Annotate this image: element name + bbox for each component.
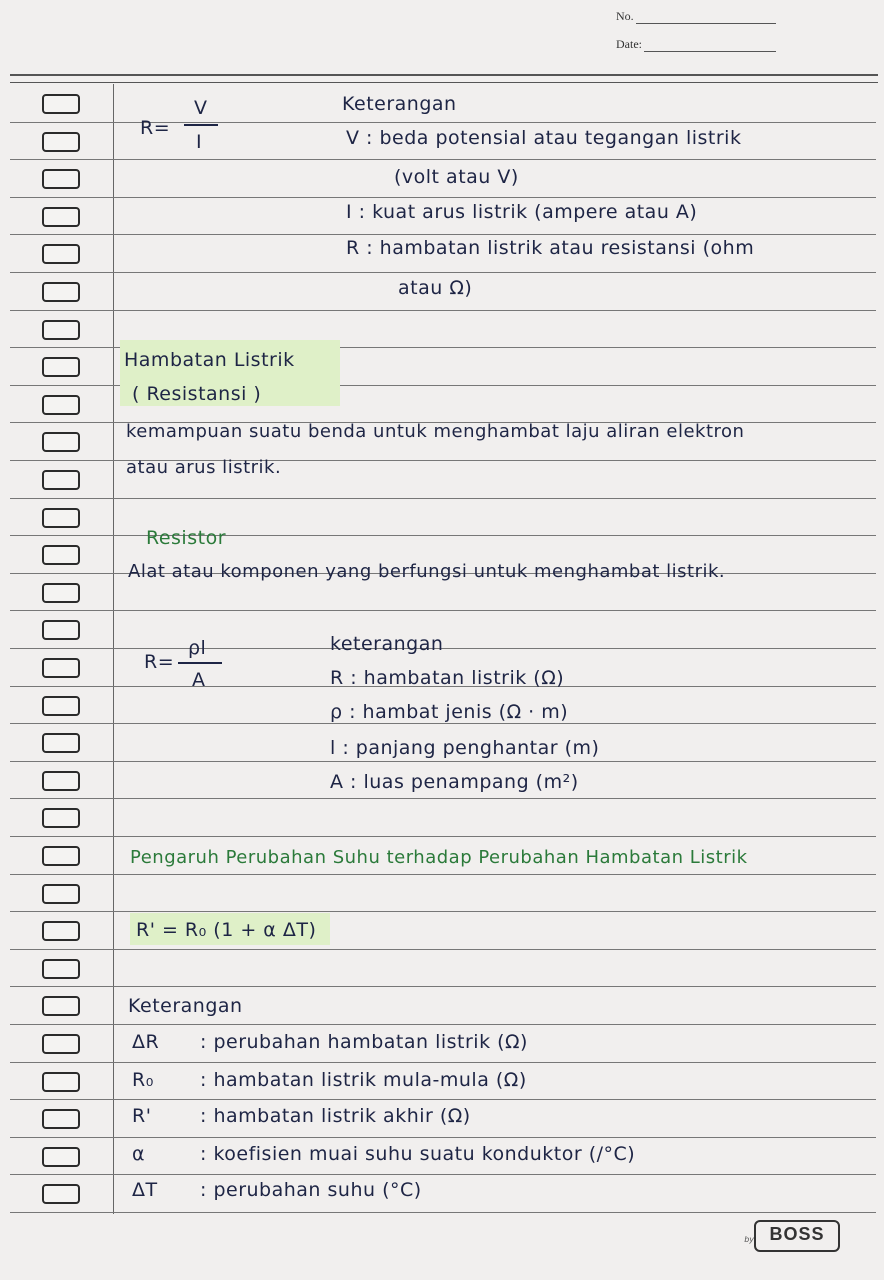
margin-checkbox[interactable] xyxy=(42,94,80,114)
keterangan2-r: R : hambatan listrik (Ω) xyxy=(330,667,565,689)
margin-checkbox[interactable] xyxy=(42,1072,80,1092)
margin-checkbox[interactable] xyxy=(42,733,80,753)
ruled-line xyxy=(10,986,876,987)
top-double-line-2 xyxy=(10,82,878,83)
margin-checkbox[interactable] xyxy=(42,696,80,716)
page-header xyxy=(616,4,776,60)
ruled-line xyxy=(10,610,876,611)
margin-checkbox[interactable] xyxy=(42,470,80,490)
keterangan1-r: R : hambatan listrik atau resistansi (ohm xyxy=(346,237,755,259)
desc-alpha: : koefisien muai suhu suatu konduktor (/°C) xyxy=(200,1143,636,1165)
margin-checkbox[interactable] xyxy=(42,884,80,904)
ruled-line xyxy=(10,836,876,837)
ruled-line xyxy=(10,1099,876,1100)
hambatan-definition-1: kemampuan suatu benda untuk menghambat laju aliran elektron xyxy=(126,421,745,442)
margin-checkbox[interactable] xyxy=(42,583,80,603)
keterangan1-label: Keterangan xyxy=(342,93,457,115)
ruled-line xyxy=(10,197,876,198)
margin-checkbox[interactable] xyxy=(42,658,80,678)
desc-r-prime: : hambatan listrik akhir (Ω) xyxy=(200,1105,471,1127)
ruled-line xyxy=(10,874,876,875)
margin-checkbox[interactable] xyxy=(42,1034,80,1054)
ruled-line xyxy=(10,949,876,950)
hambatan-title: Hambatan Listrik xyxy=(124,349,295,371)
margin-checkbox[interactable] xyxy=(42,846,80,866)
margin-checkbox[interactable] xyxy=(42,620,80,640)
ruled-line xyxy=(10,498,876,499)
keterangan1-v: V : beda potensial atau tegangan listrik xyxy=(346,127,742,149)
hambatan-definition-2: atau arus listrik. xyxy=(126,457,282,478)
desc-r0: : hambatan listrik mula-mula (Ω) xyxy=(200,1069,527,1091)
ruled-line xyxy=(10,1137,876,1138)
ruled-line xyxy=(10,272,876,273)
number-field[interactable] xyxy=(616,4,776,24)
ruled-line xyxy=(10,234,876,235)
formula2-numerator: ρl xyxy=(188,637,207,659)
margin-checkbox[interactable] xyxy=(42,244,80,264)
keterangan3-label: Keterangan xyxy=(128,995,243,1017)
top-double-line xyxy=(10,74,878,76)
formula2-denominator: A xyxy=(192,669,206,691)
keterangan1-r-unit: atau Ω) xyxy=(398,277,473,299)
pengaruh-title: Pengaruh Perubahan Suhu terhadap Perubahan Hambatan Listrik xyxy=(130,847,748,868)
margin-checkbox[interactable] xyxy=(42,1184,80,1204)
margin-checkbox[interactable] xyxy=(42,508,80,528)
sym-alpha: α xyxy=(132,1143,146,1165)
margin-checkbox[interactable] xyxy=(42,132,80,152)
margin-checkbox[interactable] xyxy=(42,959,80,979)
formula1-lhs: R= xyxy=(140,117,171,139)
desc-delta-t: : perubahan suhu (°C) xyxy=(200,1179,422,1201)
formula3: R' = R₀ (1 + α ΔT) xyxy=(136,919,317,941)
margin-checkbox[interactable] xyxy=(42,169,80,189)
margin-checkbox[interactable] xyxy=(42,432,80,452)
ruled-line xyxy=(10,761,876,762)
keterangan2-label: keterangan xyxy=(330,633,444,655)
margin-checkbox[interactable] xyxy=(42,808,80,828)
sym-delta-t: ΔT xyxy=(132,1179,158,1201)
margin-checkbox[interactable] xyxy=(42,996,80,1016)
brand-by: by xyxy=(744,1235,754,1244)
keterangan2-a: A : luas penampang (m²) xyxy=(330,771,579,793)
margin-checkbox[interactable] xyxy=(42,545,80,565)
margin-line xyxy=(113,84,114,1214)
brand-logo: BOSS xyxy=(754,1220,840,1252)
margin-checkbox[interactable] xyxy=(42,282,80,302)
sym-r-prime: R' xyxy=(132,1105,152,1127)
ruled-line xyxy=(10,798,876,799)
number-label: No. xyxy=(616,9,634,23)
keterangan1-i: I : kuat arus listrik (ampere atau A) xyxy=(346,201,698,223)
ruled-line xyxy=(10,310,876,311)
margin-checkbox[interactable] xyxy=(42,921,80,941)
keterangan1-v-unit: (volt atau V) xyxy=(394,166,519,188)
ruled-line xyxy=(10,911,876,912)
formula2-fraction-bar xyxy=(178,662,222,664)
margin-checkbox[interactable] xyxy=(42,320,80,340)
desc-delta-r: : perubahan hambatan listrik (Ω) xyxy=(200,1031,528,1053)
resistor-title: Resistor xyxy=(146,527,226,549)
margin-checkbox[interactable] xyxy=(42,771,80,791)
margin-checkbox[interactable] xyxy=(42,1147,80,1167)
resistor-definition: Alat atau komponen yang berfungsi untuk menghambat listrik. xyxy=(128,561,726,582)
keterangan2-rho: ρ : hambat jenis (Ω · m) xyxy=(330,701,569,723)
margin-checkbox[interactable] xyxy=(42,1109,80,1129)
ruled-line xyxy=(10,535,876,536)
formula1-fraction-bar xyxy=(184,124,218,126)
ruled-line xyxy=(10,1062,876,1063)
formula2-lhs: R= xyxy=(144,651,175,673)
resistansi-title: ( Resistansi ) xyxy=(132,383,262,405)
sym-delta-r: ΔR xyxy=(132,1031,160,1053)
ruled-line xyxy=(10,1024,876,1025)
sym-r0: R₀ xyxy=(132,1069,154,1091)
keterangan2-l: l : panjang penghantar (m) xyxy=(330,737,600,759)
margin-checkbox[interactable] xyxy=(42,357,80,377)
formula1-numerator: V xyxy=(194,97,208,119)
margin-checkbox[interactable] xyxy=(42,395,80,415)
margin-checkbox[interactable] xyxy=(42,207,80,227)
date-label: Date: xyxy=(616,37,642,51)
ruled-line xyxy=(10,1212,876,1213)
date-field[interactable] xyxy=(616,32,776,52)
formula1-denominator: I xyxy=(196,131,203,153)
ruled-line xyxy=(10,159,876,160)
ruled-line xyxy=(10,1174,876,1175)
